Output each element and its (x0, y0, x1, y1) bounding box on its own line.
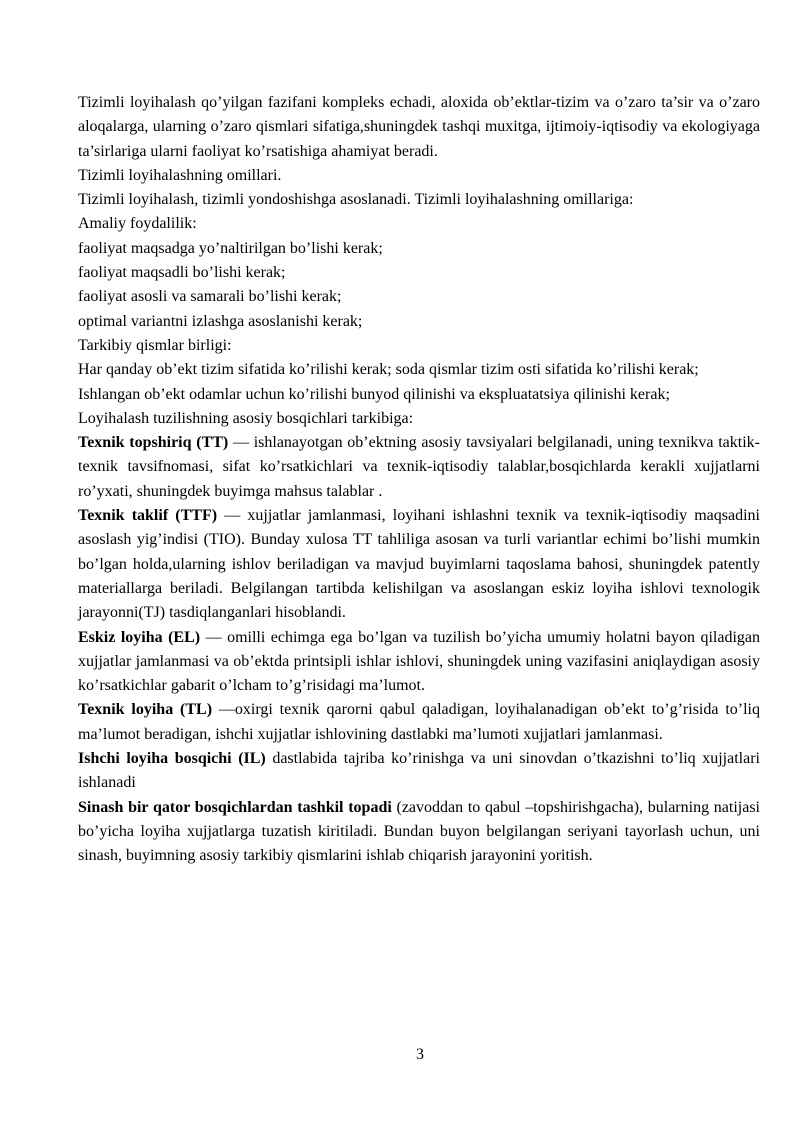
term-testing: Sinash bir qator bosqichlardan tashkil topadi (78, 798, 392, 816)
term-el: Eskiz loyiha (EL) (78, 628, 201, 646)
paragraph-tl (78, 698, 760, 747)
list-heading-components: Tarkibiy qismlar birligi: (78, 336, 232, 354)
heading-factors: Tizimli loyihalashning omillari. (78, 166, 282, 184)
definition-tl: —oxirgi texnik qarorni qabul qaladigan, loyihalanadigan ob’ekt to’g’risida to’liq ma’lumot beradigan, ishchi xujjatlar ishlovining dastlabki ma’lumoti xujjatlari jamlanmasi. (78, 701, 760, 743)
list-item: faoliyat maqsadga yo’naltirilgan bo’lishi kerak; (78, 239, 383, 257)
list-item: faoliyat asosli va samarali bo’lishi kerak; (78, 288, 342, 306)
list-heading-practical: Amaliy foydalilik: (78, 215, 197, 233)
term-ttf: Texnik taklif (TTF) (78, 507, 218, 525)
list-item: optimal variantni izlashga asoslanishi kerak; (78, 312, 363, 330)
body-text (78, 91, 760, 869)
paragraph-intro: Tizimli loyihalash qo’yilgan fazifani kompleks echadi, aloxida ob’ektlar-tizim va o’zaro ta’sir va o’zaro aloqalarga, ularning o’zaro qismlari sifatiga,shuningdek tashqi muxitga, ijtimoiy-iqtisodiy va ekologiyaga ta’sirlariga ularni faoliyat ko’rsatishiga ahamiyat beradi. (78, 94, 760, 160)
definition-tt: — ishlanayotgan ob’ektning asosiy tavsiyalari belgilanadi, uning texnikva taktik-texnik tavsifnomasi, sifat ko’rsatkichlari va texnik-iqtisodiy talablar,bosqichlarda kerakli xujjatlarni ro’yxati, shuningdek buyimga mahsus talablar . (78, 434, 761, 500)
page-number: 3 (416, 1046, 424, 1063)
paragraph-stages-intro: Loyihalash tuzilishning asosiy bosqichlari tarkibiga: (78, 409, 414, 427)
list-item: Har qanday ob’ekt tizim sifatida ko’rilishi kerak; soda qismlar tizim osti sifatida ko’rilishi kerak; (78, 361, 699, 379)
list-item: faoliyat maqsadli bo’lishi kerak; (78, 264, 286, 282)
paragraph-il (78, 747, 760, 796)
term-tt: Texnik topshiriq (TT) (78, 434, 229, 452)
paragraph-factors: Tizimli loyihalash, tizimli yondoshishga asoslanadi. Tizimli loyihalashning omillariga: (78, 191, 634, 209)
definition-il: dastlabida tajriba ko’rinishga va uni sinovdan o’tkazishni to’liq xujjatlari ishlanadi (78, 750, 760, 792)
paragraph-el (78, 626, 760, 699)
paragraph-tt (78, 431, 760, 504)
paragraph-ttf (78, 504, 760, 625)
term-tl: Texnik loyiha (TL) (78, 701, 213, 719)
definition-el: — omilli echimga ega bo’lgan va tuzilish bo’yicha umumiy holatni bayon qiladigan xujjatlar jamlanmasi va ob’ektda printsipli ishlar ishlovi, shuningdek uning vazifasini aniqlaydigan asosiy ko’rsatkichlar gabarit o’lcham to’g’risidagi ma’lumot. (78, 628, 760, 695)
definition-testing: (zavoddan to qabul –topshirishgacha), bularning natijasi bo’yicha loyiha xujjatlarga tuzatish kiritiladi. Bundan buyon belgilangan seriyani tayorlash uchun, uni sinash, buyimning asosiy tarkibiy qismlarini ishlab chiqarish jarayonini yoritish. (78, 798, 760, 865)
paragraph-testing (78, 796, 760, 869)
list-item: Ishlangan ob’ekt odamlar uchun ko’rilishi bunyod qilinishi va ekspluatatsiya qilinishi kerak; (78, 385, 670, 403)
definition-ttf: — xujjatlar jamlanmasi, loyihani ishlashni texnik va texnik-iqtisodiy maqsadini asoslash yig’indisi (TIO). Bunday xulosa TT tahliliga asosan va turli variantlar echimi bo’lishi mumkin bo’lgan holda,ularning ishlov beriladigan va mavjud buyimlarni taqoslama bahosi, shuningdek patently materiallarga beriladi. Belgilangan tartibda kelishilgan va asoslangan eskiz loyiha ishlovi texnologik jarayonni(TJ) tasdiqlanganlari hisoblandi. (78, 507, 761, 622)
term-il: Ishchi loyiha bosqichi (IL) (78, 750, 266, 768)
